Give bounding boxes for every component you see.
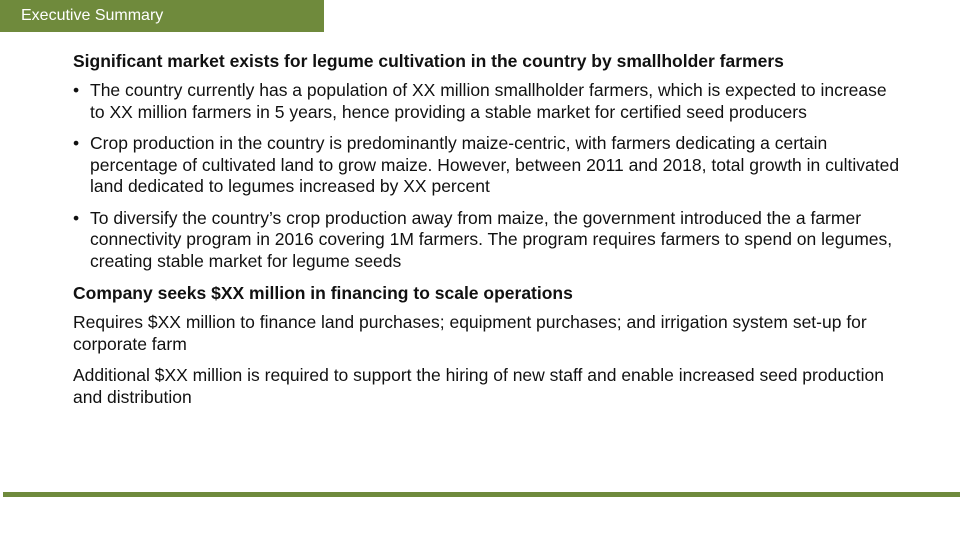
list-item [73, 208, 903, 273]
bottom-divider [3, 492, 960, 497]
section-title-tab: Executive Summary [0, 0, 324, 32]
slide-body [73, 50, 903, 418]
list-item [73, 80, 903, 123]
market-bullet-list [73, 80, 903, 272]
bullet-text: The country currently has a population of XX million smallholder farmers, which is expected to increase to XX million farmers in 5 years, hence providing a stable market for certified seed producers [90, 80, 887, 122]
bullet-icon: • [73, 133, 80, 153]
financing-heading: Company seeks $XX million in financing to scale operations [73, 283, 573, 303]
bullet-text: To diversify the country’s crop production away from maize, the government introduced the a farmer connectivity program in 2016 covering 1M farmers. The program requires farmers to spend on legumes, creating stable market for legume seeds [90, 207, 893, 271]
financing-paragraph: Additional $XX million is required to support the hiring of new staff and enable increased seed production and distribution [73, 365, 885, 407]
bullet-text: Crop production in the country is predominantly maize-centric, with farmers dedicating a certain percentage of cultivated land to grow maize. However, between 2011 and 2018, total growth in cultivated land dedicated to legumes increased by XX percent [90, 133, 900, 196]
market-heading: Significant market exists for legume cultivation in the country by smallholder farmers [73, 51, 784, 71]
financing-paragraph: Requires $XX million to finance land purchases; equipment purchases; and irrigation system set-up for corporate farm [73, 312, 867, 354]
bullet-icon: • [73, 207, 80, 228]
list-item [73, 133, 903, 198]
bullet-icon: • [73, 80, 80, 100]
